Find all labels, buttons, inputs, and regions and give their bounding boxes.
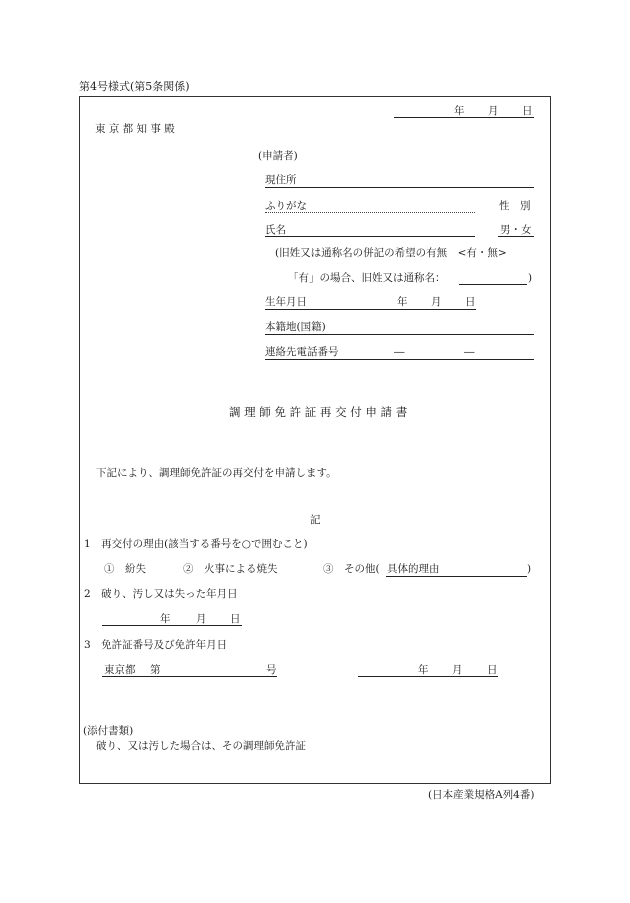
address-field[interactable] [265, 187, 534, 188]
item1-detail-field[interactable] [386, 576, 527, 577]
item3-date-field[interactable] [358, 676, 498, 677]
item3-dai: 第 [150, 664, 161, 676]
item1-option-1[interactable]: ① 紛失 [104, 563, 146, 575]
addressee: 東 京 都 知 事 殿 [95, 123, 175, 135]
footer-note: (日本産業規格A列4番) [428, 789, 535, 801]
former-name-close: ) [528, 272, 533, 284]
phone-label: 連絡先電話番号 [265, 346, 339, 358]
sex-options[interactable]: 男・女 [500, 224, 532, 236]
sex-label: 性 別 [499, 200, 531, 212]
date-year: 年 [454, 105, 465, 117]
item2-day: 日 [230, 613, 241, 625]
item3-go: 号 [266, 664, 277, 676]
item2-month: 月 [196, 613, 207, 625]
birth-label: 生年月日 [265, 296, 307, 308]
item3-year: 年 [418, 664, 429, 676]
furigana-field[interactable] [265, 212, 475, 213]
phone-field[interactable] [265, 359, 534, 360]
form-frame [79, 96, 551, 784]
date-month: 月 [488, 105, 499, 117]
domicile-label: 本籍地(国籍) [265, 321, 326, 333]
date-underline [394, 117, 534, 118]
birth-day: 日 [465, 296, 476, 308]
item3-month: 月 [452, 664, 463, 676]
former-name-note: (旧姓又は通称名の併記の希望の有無 <有・無> [275, 247, 507, 259]
attachments-text: 破り、又は汚した場合は、その調理師免許証 [96, 740, 306, 752]
item1-option-3-detail: 具体的理由 [387, 563, 440, 575]
item1-label: 1 再交付の理由(該当する番号を○で囲むこと) [84, 538, 308, 550]
attachments-heading: (添付書類) [83, 725, 134, 737]
item1-option-2[interactable]: ② 火事による焼失 [183, 563, 278, 575]
item3-number-field[interactable] [102, 676, 277, 677]
date-day: 日 [522, 105, 533, 117]
item2-year: 年 [160, 613, 171, 625]
furigana-label: ふりがな [265, 200, 307, 212]
item3-label: 3 免許証番号及び免許年月日 [84, 639, 228, 651]
form-number: 第4号様式(第5条関係) [79, 80, 190, 93]
address-label: 現住所 [265, 174, 297, 186]
name-field[interactable] [265, 236, 475, 237]
item2-date-field[interactable] [102, 625, 242, 626]
item3-tokyo: 東京都 [104, 664, 136, 676]
phone-dash-1: ― [394, 346, 405, 358]
item1-option-3[interactable]: ③ その他( [323, 563, 380, 575]
former-name-field[interactable] [459, 284, 527, 285]
applicant-heading: (申請者) [258, 150, 298, 162]
item3-day: 日 [487, 664, 498, 676]
former-name-if-yes: 「有」の場合、旧姓又は通称名： [288, 272, 446, 284]
ki-label: 記 [310, 514, 321, 526]
birth-field[interactable] [265, 309, 476, 310]
phone-dash-2: ― [464, 346, 475, 358]
intro-text: 下記により、調理師免許証の再交付を申請します。 [96, 467, 337, 479]
sex-underline [498, 236, 534, 237]
item1-option-3-close: ) [527, 563, 532, 575]
domicile-field[interactable] [265, 334, 534, 335]
birth-year: 年 [397, 296, 408, 308]
name-label: 氏名 [265, 224, 286, 236]
item2-label: 2 破り、汚し又は失った年月日 [84, 588, 238, 600]
birth-month: 月 [431, 296, 442, 308]
document-title: 調 理 師 免 許 証 再 交 付 申 請 書 [229, 405, 408, 419]
